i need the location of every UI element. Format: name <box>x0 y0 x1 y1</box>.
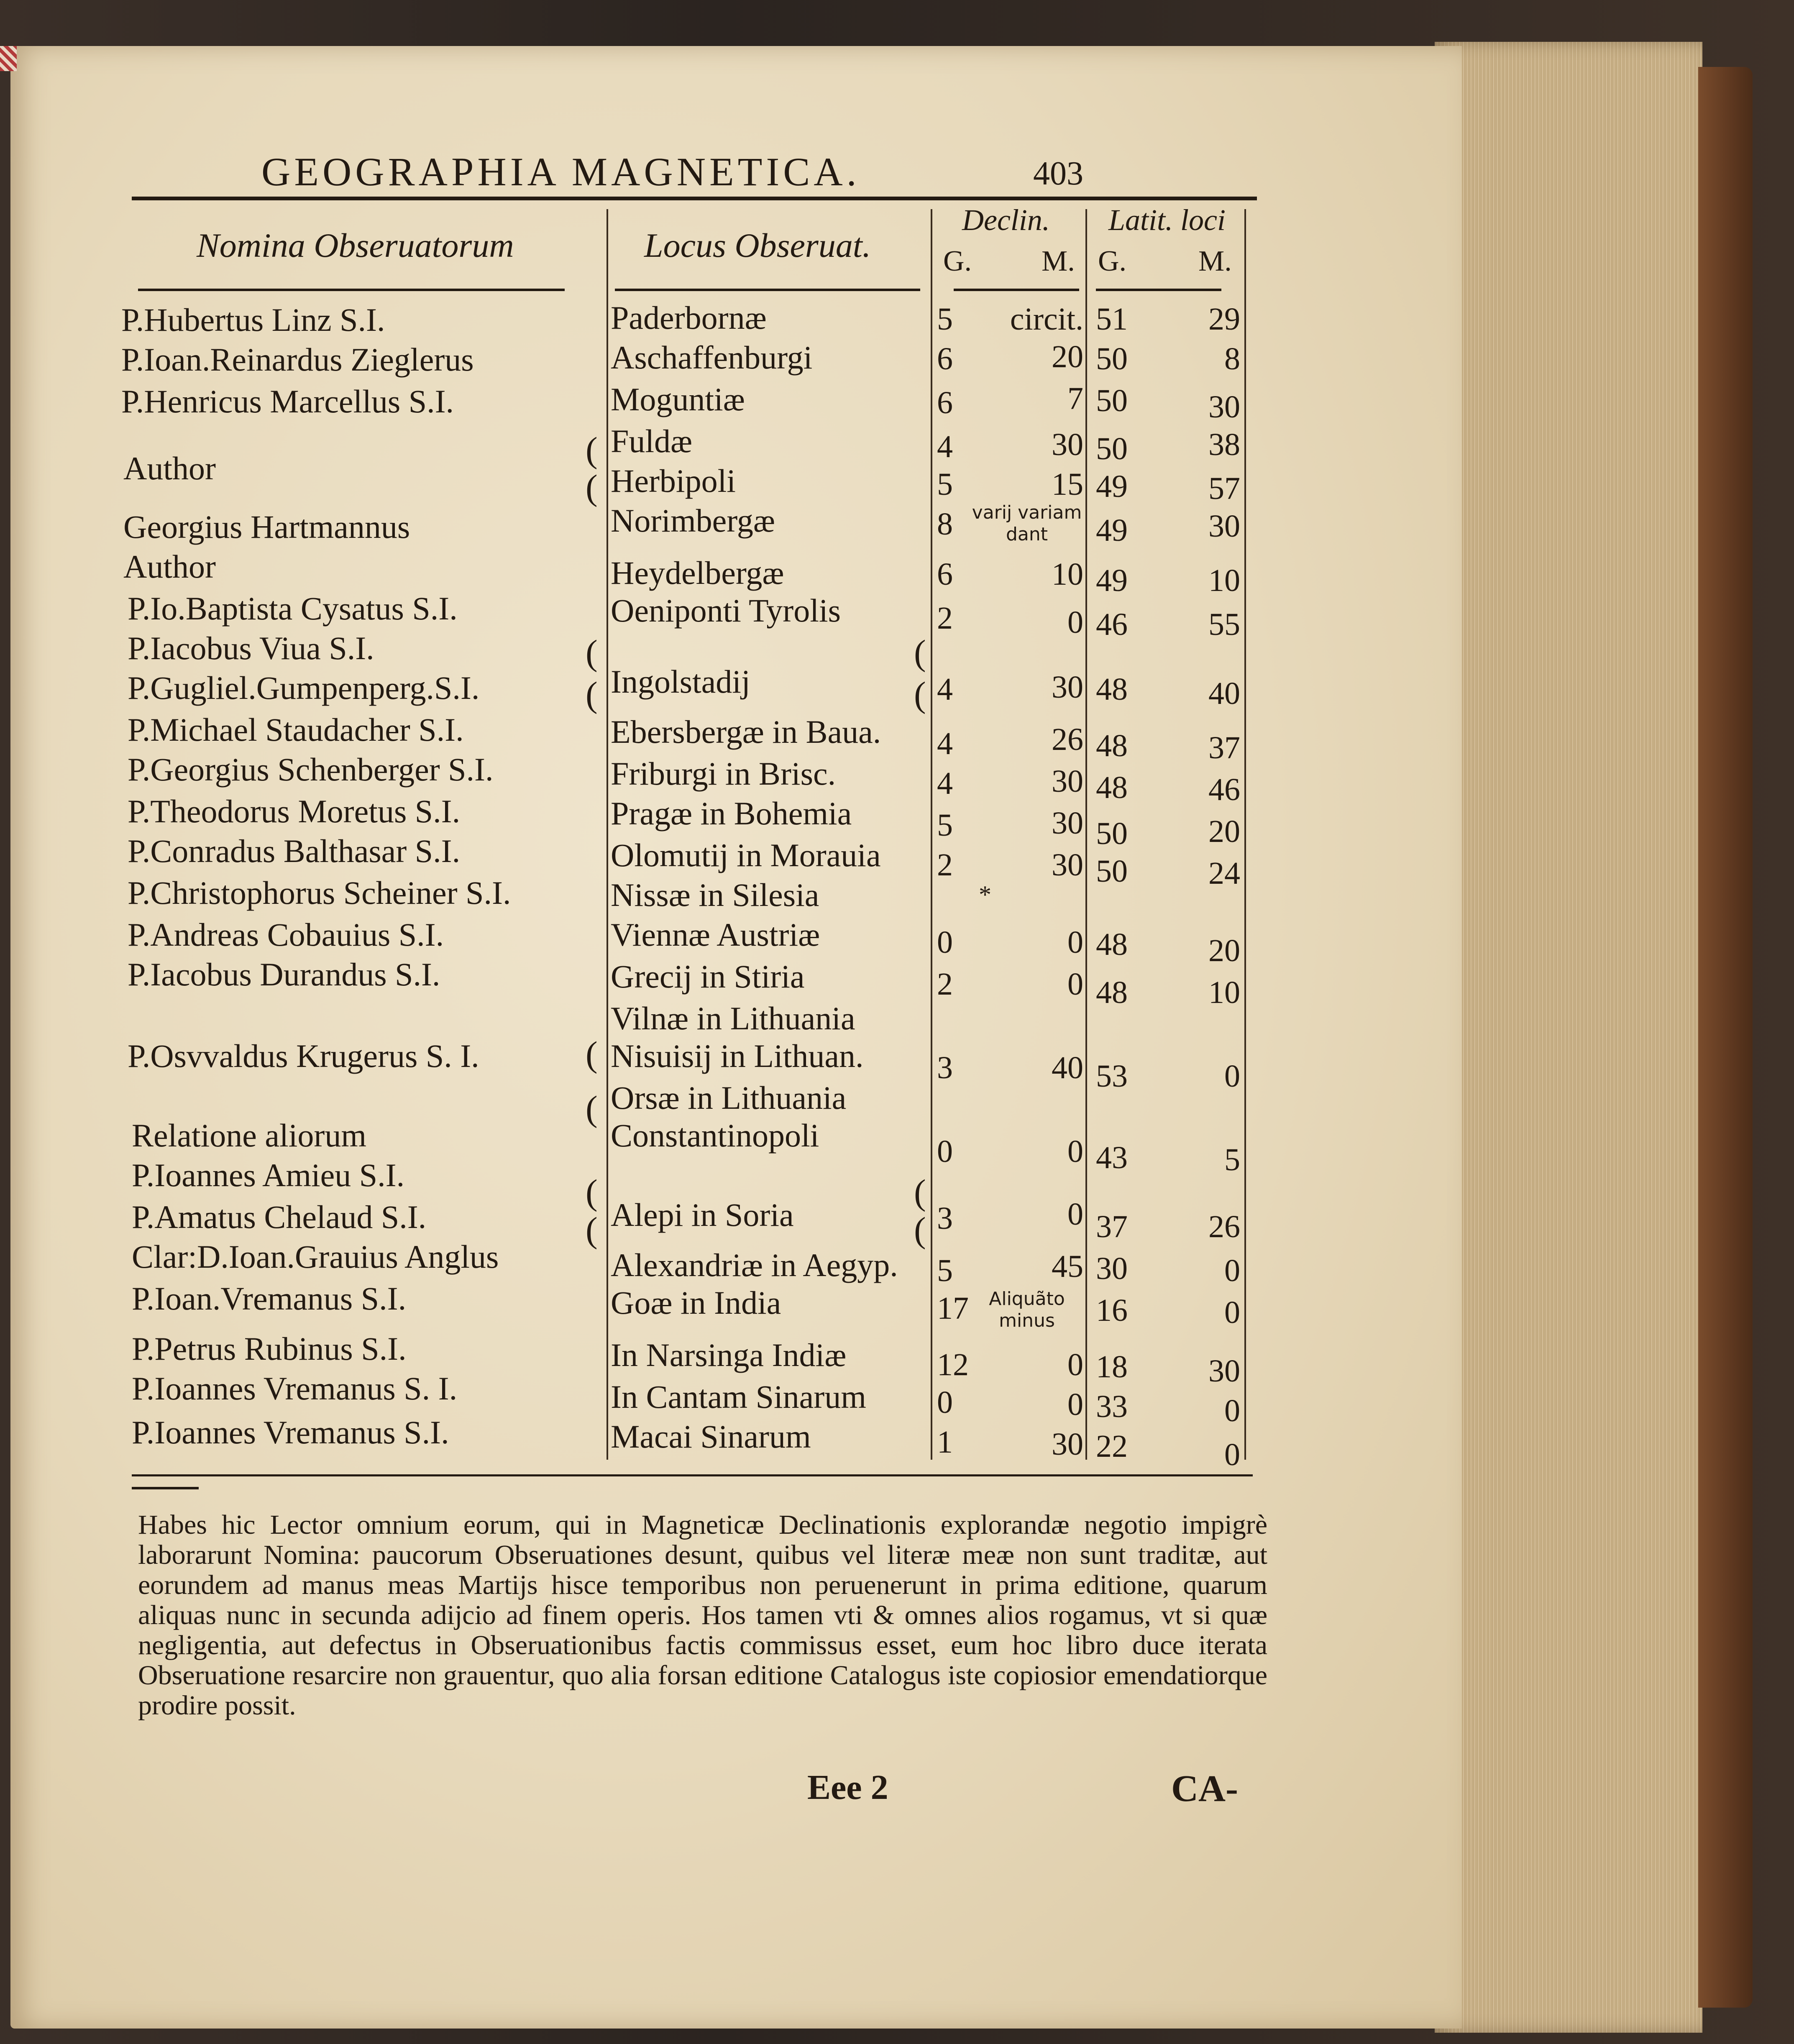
signature-mark: Eee 2 <box>807 1768 888 1807</box>
subheader-latit-g: G. <box>1098 245 1127 277</box>
observation-place: In Cantam Sinarum <box>611 1379 866 1415</box>
latitude-minutes: 40 <box>1208 676 1240 711</box>
observer-name: P.Hubertus Linz S.I. <box>121 302 385 338</box>
declination-degrees: 4 <box>937 766 953 801</box>
observer-name: P.Conradus Balthasar S.I. <box>128 833 461 869</box>
observer-name: Author <box>123 450 216 486</box>
observer-name: Clar:D.Ioan.Grauius Anglus <box>132 1238 499 1275</box>
latitude-minutes: 26 <box>1208 1209 1240 1244</box>
observation-place: Vilnæ in Lithuania <box>611 1000 855 1036</box>
declination-degrees: 6 <box>937 557 953 592</box>
latitude-degrees: 49 <box>1096 469 1128 504</box>
footnote-text: Habes hic Lector omnium eorum, qui in Magneticæ Declinationis explorandæ negotio impigrè laborarunt Nomina: paucorum Obseruationes desunt, quibus vel literæ meæ non sunt traditæ, aut eorundem ad manus meas Martijs hisce temporibus non peruenerunt in prima editione, quarum aliquas nunc in secunda adijcio ad finem operis. Hos tamen vti & omnes alios rogamus, vt si quæ negligentia, aut defectus in Obseruationibus factis commissus esset, eum hoc libro duce iterata Obseruatione resarcire non grauentur, quo alia forsan editione Catalogus iste copiosior emendatiorque prodire possit. <box>138 1509 1267 1721</box>
declination-minutes: 30 <box>1052 764 1083 799</box>
declination-minutes: 7 <box>1067 381 1083 416</box>
subheader-declin-m: M. <box>1042 245 1075 277</box>
declination-degrees: 0 <box>937 1385 953 1420</box>
column-header-declination: Declin. <box>962 203 1050 237</box>
observation-place: Olomutij in Morauia <box>611 837 881 873</box>
observation-place: Moguntiæ <box>611 381 745 417</box>
observer-name: Georgius Hartmannus <box>123 509 410 545</box>
latitude-degrees: 51 <box>1096 302 1128 337</box>
latitude-degrees: 48 <box>1096 672 1128 707</box>
declination-degrees: 17 <box>937 1291 969 1326</box>
column-divider-names <box>607 209 608 1460</box>
brace-right: ( <box>914 674 926 714</box>
observation-place: Fuldæ <box>611 423 693 459</box>
declination-degrees: 5 <box>937 467 953 502</box>
latitude-degrees: 16 <box>1096 1293 1128 1328</box>
latitude-minutes: 46 <box>1208 772 1240 807</box>
column-divider-declin <box>1085 209 1087 1460</box>
observer-name: P.Osvvaldus Krugerus S. I. <box>128 1038 479 1074</box>
declination-degrees: 4 <box>937 672 953 707</box>
brace-left: ( <box>586 430 598 470</box>
observation-place: Ebersbergæ in Baua. <box>611 714 881 750</box>
brace-left: ( <box>586 467 598 507</box>
observer-name: P.Georgius Schenberger S.I. <box>128 751 494 788</box>
observer-name: P.Petrus Rubinus S.I. <box>132 1330 407 1367</box>
observer-name: P.Christophorus Scheiner S.I. <box>128 875 511 911</box>
latitude-minutes: 5 <box>1224 1142 1240 1177</box>
latitude-minutes: 0 <box>1224 1295 1240 1330</box>
asterisk-mark: * <box>979 881 991 908</box>
latitude-degrees: 30 <box>1096 1251 1128 1286</box>
declination-degrees: 5 <box>937 302 953 337</box>
declination-minutes: 30 <box>1052 427 1083 462</box>
book-fore-edge <box>1435 42 1702 2033</box>
declination-minutes: 0 <box>1067 605 1083 640</box>
declination-degrees: 2 <box>937 967 953 1002</box>
declination-degrees: 5 <box>937 1253 953 1288</box>
latitude-minutes: 30 <box>1208 509 1240 544</box>
latitude-minutes: 38 <box>1208 427 1240 462</box>
observation-place: Herbipoli <box>611 463 736 499</box>
declination-minutes: 0 <box>1067 1134 1083 1169</box>
latitude-minutes: 55 <box>1208 607 1240 642</box>
latitude-minutes: 8 <box>1224 341 1240 376</box>
observation-place: In Narsinga Indiæ <box>611 1337 847 1373</box>
latitude-degrees: 48 <box>1096 975 1128 1010</box>
declination-degrees: 1 <box>937 1425 953 1460</box>
observation-place: Alepi in Soria <box>611 1197 794 1233</box>
observer-name: P.Io.Baptista Cysatus S.I. <box>128 590 458 627</box>
declination-degrees: 5 <box>937 808 953 843</box>
latitude-degrees: 49 <box>1096 513 1128 548</box>
observation-place: Heydelbergæ <box>611 555 784 591</box>
latitude-degrees: 18 <box>1096 1349 1128 1384</box>
observation-place: Nissæ in Silesia <box>611 877 819 913</box>
declination-minutes: 40 <box>1052 1050 1083 1085</box>
observation-place: Norimbergæ <box>611 502 775 539</box>
header-rule <box>132 197 1257 200</box>
column-divider-latit <box>1244 209 1246 1460</box>
observer-name: P.Henricus Marcellus S.I. <box>121 383 454 420</box>
latitude-degrees: 37 <box>1096 1209 1128 1244</box>
latitude-degrees: 53 <box>1096 1059 1128 1094</box>
observer-name: P.Iacobus Durandus S.I. <box>128 956 440 993</box>
observation-place: Grecij in Stiria <box>611 958 805 995</box>
observation-place: Goæ in India <box>611 1284 781 1321</box>
declination-degrees: 12 <box>937 1347 969 1382</box>
book-cover-edge <box>1698 67 1753 2008</box>
declination-minutes: 45 <box>1052 1249 1083 1284</box>
observer-name: P.Theodorus Moretus S.I. <box>128 793 461 829</box>
declination-minutes: 20 <box>1052 339 1083 374</box>
declination-minutes: 30 <box>1052 806 1083 841</box>
table-bottom-rule <box>132 1474 1253 1476</box>
latitude-minutes: 10 <box>1208 975 1240 1010</box>
brace-left: ( <box>586 1172 598 1212</box>
latitude-degrees: 50 <box>1096 383 1128 418</box>
latitude-degrees: 49 <box>1096 563 1128 598</box>
declination-degrees: 2 <box>937 847 953 883</box>
latitude-degrees: 50 <box>1096 816 1128 851</box>
observer-name: P.Ioannes Vremanus S.I. <box>132 1414 449 1450</box>
latitude-degrees: 46 <box>1096 607 1128 642</box>
declination-minutes: 10 <box>1052 557 1083 592</box>
declination-degrees: 0 <box>937 925 953 960</box>
declination-degrees: 3 <box>937 1050 953 1085</box>
latitude-minutes: 0 <box>1224 1437 1240 1472</box>
header-underline-locus <box>615 289 920 291</box>
declination-minutes: 0 <box>1067 1347 1083 1382</box>
note-varij: varij variam dant <box>972 502 1082 545</box>
observer-name: Author <box>123 548 216 585</box>
latitude-minutes: 57 <box>1208 471 1240 506</box>
observation-place: Oeniponti Tyrolis <box>611 592 841 629</box>
declination-minutes: 0 <box>1067 1387 1083 1422</box>
brace-right: ( <box>914 1210 926 1250</box>
latitude-minutes: 20 <box>1208 933 1240 968</box>
catchword: CA- <box>1171 1768 1238 1809</box>
declination-degrees: 0 <box>937 1134 953 1169</box>
observation-place: Orsæ in Lithuania <box>611 1080 847 1116</box>
latitude-minutes: 10 <box>1208 563 1240 598</box>
latitude-minutes: 20 <box>1208 814 1240 849</box>
latitude-degrees: 50 <box>1096 431 1128 466</box>
declination-minutes: 0 <box>1067 1197 1083 1232</box>
latitude-minutes: 29 <box>1208 302 1240 337</box>
declination-degrees: 8 <box>937 507 953 542</box>
brace-right: ( <box>914 1172 926 1212</box>
footnote-rule <box>132 1487 199 1489</box>
latitude-minutes: 24 <box>1208 856 1240 891</box>
header-underline-declin <box>954 289 1079 291</box>
latitude-degrees: 48 <box>1096 728 1128 763</box>
declination-degrees: 4 <box>937 726 953 761</box>
latitude-degrees: 33 <box>1096 1389 1128 1424</box>
observation-place: Paderbornæ <box>611 299 767 336</box>
column-header-names: Nomina Obseruatorum <box>197 226 514 264</box>
observer-name: P.Ioan.Reinardus Zieglerus <box>121 341 474 378</box>
declination-degrees: 4 <box>937 429 953 464</box>
column-header-locus: Locus Obseruat. <box>644 226 871 264</box>
latitude-degrees: 50 <box>1096 341 1128 376</box>
declination-degrees: 6 <box>937 385 953 420</box>
latitude-degrees: 43 <box>1096 1140 1128 1175</box>
observation-place: Aschaffenburgi <box>611 339 813 376</box>
latitude-degrees: 48 <box>1096 927 1128 962</box>
latitude-minutes: 37 <box>1208 730 1240 765</box>
latitude-degrees: 48 <box>1096 770 1128 805</box>
brace-left: ( <box>586 1210 598 1250</box>
latitude-degrees: 22 <box>1096 1429 1128 1464</box>
observation-place: Nisuisij in Lithuan. <box>611 1038 864 1074</box>
latitude-minutes: 30 <box>1208 389 1240 425</box>
header-underline-latit <box>1096 289 1221 291</box>
latitude-degrees: 50 <box>1096 854 1128 889</box>
observer-name: P.Ioannes Vremanus S. I. <box>132 1370 458 1407</box>
brace-left: ( <box>586 632 598 673</box>
running-title: GEOGRAPHIA MAGNETICA. <box>261 149 860 194</box>
declination-minutes: 0 <box>1067 967 1083 1002</box>
observer-name: P.Michael Staudacher S.I. <box>128 711 464 748</box>
brace-left: ( <box>586 674 598 714</box>
latitude-minutes: 0 <box>1224 1059 1240 1094</box>
observation-place: Pragæ in Bohemia <box>611 795 852 831</box>
declination-minutes: 30 <box>1052 1427 1083 1462</box>
observer-name: P.Ioannes Amieu S.I. <box>132 1157 405 1193</box>
declination-minutes: 30 <box>1052 670 1083 705</box>
subheader-declin-g: G. <box>943 245 972 277</box>
observer-name: P.Andreas Cobauius S.I. <box>128 916 444 953</box>
brace-left: ( <box>586 1088 598 1128</box>
observer-name: P.Ioan.Vremanus S.I. <box>132 1280 407 1317</box>
declination-degrees: 6 <box>937 341 953 376</box>
observation-place: Ingolstadij <box>611 663 750 700</box>
observation-place: Macai Sinarum <box>611 1418 811 1455</box>
column-divider-locus <box>931 209 932 1460</box>
brace-right: ( <box>914 632 926 673</box>
observation-place: Friburgi in Brisc. <box>611 755 836 792</box>
brace-left: ( <box>586 1034 598 1074</box>
declination-degrees: 3 <box>937 1201 953 1236</box>
declination-minutes: 30 <box>1052 847 1083 883</box>
ribbon-marker <box>0 46 17 71</box>
latitude-minutes: 30 <box>1208 1353 1240 1389</box>
page-number: 403 <box>1033 155 1083 192</box>
declination-minutes: circit. <box>1010 302 1083 337</box>
declination-minutes: 15 <box>1052 467 1083 502</box>
observation-place: Constantinopoli <box>611 1117 819 1154</box>
observer-name: P.Gugliel.Gumpenperg.S.I. <box>128 670 480 706</box>
declination-minutes: 0 <box>1067 925 1083 960</box>
latitude-minutes: 0 <box>1224 1253 1240 1288</box>
observation-place: Viennæ Austriæ <box>611 916 820 953</box>
note-aliquanto: Aliquãto minus <box>989 1288 1065 1331</box>
column-header-latitude: Latit. loci <box>1108 203 1226 237</box>
observer-name: Relatione aliorum <box>132 1117 367 1154</box>
header-underline-names <box>138 289 565 291</box>
declination-degrees: 2 <box>937 601 953 636</box>
observer-name: P.Iacobus Viua S.I. <box>128 630 374 666</box>
declination-minutes: 26 <box>1052 722 1083 757</box>
subheader-latit-m: M. <box>1198 245 1232 277</box>
observation-place: Alexandriæ in Aegyp. <box>611 1247 898 1283</box>
observer-name: P.Amatus Chelaud S.I. <box>132 1199 427 1235</box>
latitude-minutes: 0 <box>1224 1393 1240 1428</box>
